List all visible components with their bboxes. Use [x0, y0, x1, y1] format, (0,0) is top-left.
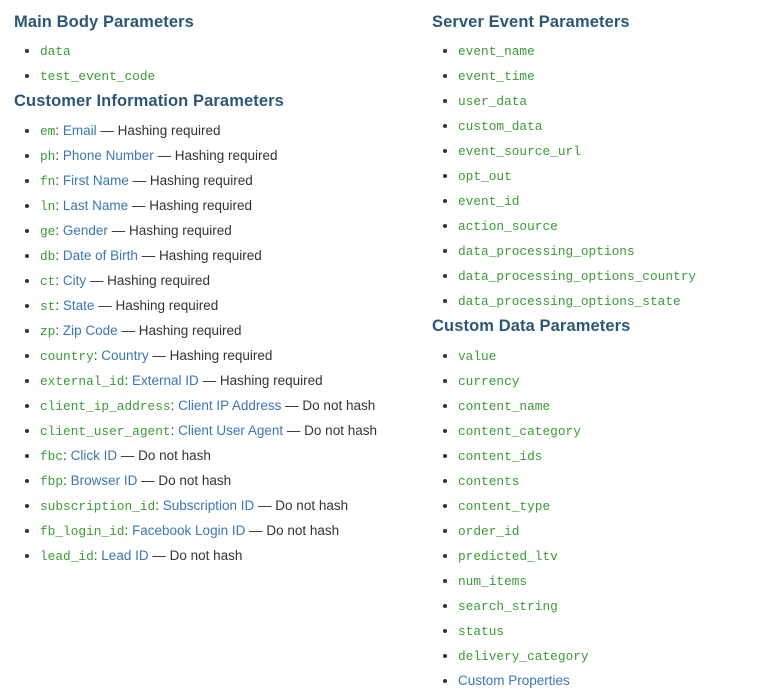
param-separator: :	[55, 297, 60, 313]
param-link[interactable]: Subscription ID	[162, 497, 255, 513]
param-code: content_name	[458, 398, 551, 414]
list-item	[14, 271, 406, 292]
param-link[interactable]: Browser ID	[70, 472, 138, 488]
param-note: — Do not hash	[141, 472, 232, 488]
param-code: fbc	[40, 448, 64, 464]
main-body-parameter-list	[14, 41, 406, 87]
customer-information-parameter-list	[14, 121, 406, 567]
param-code: subscription_id	[40, 498, 156, 514]
list-item	[14, 546, 406, 567]
param-note: — Do not hash	[249, 522, 340, 538]
list-item	[432, 191, 756, 212]
param-link[interactable]: Zip Code	[62, 322, 118, 338]
list-item	[14, 196, 406, 217]
param-code: event_id	[458, 194, 520, 210]
param-separator: :	[55, 197, 60, 213]
param-separator: :	[93, 347, 98, 363]
list-item	[432, 671, 756, 691]
param-code: external_id	[40, 373, 125, 389]
param-link[interactable]: City	[62, 272, 87, 288]
list-item	[432, 421, 756, 442]
section-title-main-body: Main Body Parameters	[14, 13, 194, 31]
param-code: search_string	[458, 598, 558, 614]
param-code: user_data	[458, 94, 528, 110]
param-separator: :	[55, 247, 60, 263]
param-note: — Hashing required	[152, 347, 273, 363]
list-item	[432, 41, 756, 62]
list-item	[432, 546, 756, 567]
param-code: content_type	[458, 498, 551, 514]
param-code: st	[40, 298, 56, 314]
param-code: client_user_agent	[40, 423, 171, 439]
list-item	[432, 471, 756, 492]
param-code: order_id	[458, 523, 520, 539]
param-code: custom_data	[458, 119, 543, 135]
list-item	[14, 471, 406, 492]
list-item	[14, 171, 406, 192]
list-item	[432, 66, 756, 87]
list-item	[14, 371, 406, 392]
param-note: — Hashing required	[111, 222, 232, 238]
param-code: ge	[40, 223, 56, 239]
list-item	[432, 291, 756, 312]
param-note: — Hashing required	[157, 147, 278, 163]
param-note: — Hashing required	[141, 247, 262, 263]
list-item	[432, 396, 756, 417]
list-item	[432, 346, 756, 367]
param-code: action_source	[458, 219, 558, 235]
list-item	[14, 396, 406, 417]
list-item	[14, 41, 406, 62]
param-code: opt_out	[458, 169, 512, 185]
param-code: zp	[40, 323, 56, 339]
list-item	[14, 296, 406, 317]
list-item	[432, 216, 756, 237]
right-column	[416, 0, 762, 695]
param-separator: :	[55, 322, 60, 338]
param-separator: :	[170, 422, 175, 438]
param-note: — Do not hash	[286, 422, 377, 438]
param-link[interactable]: State	[62, 297, 95, 313]
param-code: client_ip_address	[40, 398, 171, 414]
param-code: num_items	[458, 573, 528, 589]
list-item	[14, 496, 406, 517]
param-link[interactable]: Last Name	[62, 197, 129, 213]
list-item	[432, 241, 756, 262]
param-note: — Hashing required	[132, 172, 253, 188]
param-separator: :	[155, 497, 159, 513]
param-code: data_processing_options	[458, 244, 635, 260]
param-note: — Do not hash	[120, 447, 211, 463]
param-code: data_processing_options_state	[458, 294, 681, 310]
list-item	[14, 66, 406, 87]
list-item	[432, 596, 756, 617]
param-separator: :	[170, 397, 175, 413]
list-item	[14, 521, 406, 542]
param-link[interactable]: Click ID	[70, 447, 118, 463]
list-item	[432, 621, 756, 642]
list-item	[432, 91, 756, 112]
list-item	[432, 571, 756, 592]
param-link[interactable]: Client User Agent	[178, 422, 284, 438]
param-code: content_category	[458, 423, 581, 439]
param-code: delivery_category	[458, 648, 589, 664]
param-separator: :	[55, 147, 60, 163]
param-link[interactable]: Email	[62, 122, 97, 138]
list-item	[14, 121, 406, 142]
list-item	[432, 646, 756, 667]
param-code: status	[458, 623, 505, 639]
list-item	[432, 496, 756, 517]
param-link[interactable]: Phone Number	[62, 147, 154, 163]
param-note: — Hashing required	[121, 322, 242, 338]
param-note: — Hashing required	[89, 272, 210, 288]
param-note: — Do not hash	[152, 547, 243, 563]
param-separator: :	[55, 222, 60, 238]
section-title-server-event: Server Event Parameters	[432, 13, 630, 31]
param-link[interactable]: Facebook Login ID	[132, 522, 246, 538]
param-separator: :	[55, 122, 60, 138]
param-note: — Do not hash	[285, 397, 376, 413]
param-code: fn	[40, 173, 56, 189]
list-item	[14, 346, 406, 367]
list-item	[432, 371, 756, 392]
param-code: test_event_code	[40, 69, 156, 85]
param-link[interactable]: First Name	[62, 172, 129, 188]
list-item	[14, 246, 406, 267]
list-item	[432, 446, 756, 467]
section-title-custom-data: Custom Data Parameters	[432, 317, 631, 336]
list-item	[14, 321, 406, 342]
param-code: db	[40, 248, 56, 264]
param-code: event_time	[458, 69, 535, 85]
param-code: ct	[40, 273, 56, 289]
param-code: fb_login_id	[40, 523, 125, 539]
param-code: currency	[458, 373, 520, 389]
left-column	[0, 0, 416, 571]
param-separator: :	[55, 172, 60, 188]
param-code: data	[40, 44, 71, 60]
param-code: em	[40, 123, 56, 139]
list-item	[14, 146, 406, 167]
param-separator: :	[124, 522, 129, 538]
param-code: contents	[458, 473, 520, 489]
server-event-parameter-list	[432, 41, 756, 312]
param-note: — Hashing required	[131, 197, 253, 213]
list-item	[14, 221, 406, 242]
param-code: fbp	[40, 473, 64, 489]
param-separator: :	[124, 372, 129, 388]
list-item	[432, 521, 756, 542]
param-note: — Hashing required	[202, 372, 323, 388]
param-code: value	[458, 348, 497, 364]
param-note: — Do not hash	[258, 497, 349, 513]
list-item	[432, 141, 756, 162]
param-code: country	[40, 348, 94, 364]
list-item	[432, 116, 756, 137]
param-code: lead_id	[40, 548, 94, 564]
param-separator: :	[93, 547, 98, 563]
param-separator: :	[55, 272, 60, 288]
list-item	[14, 446, 406, 467]
custom-properties-link[interactable]: Custom Properties	[458, 672, 570, 688]
param-separator: :	[63, 472, 67, 488]
section-title-customer-information: Customer Information Parameters	[14, 92, 284, 111]
param-link[interactable]: Gender	[62, 222, 108, 238]
custom-data-parameter-list	[432, 346, 756, 691]
param-note: — Hashing required	[100, 122, 221, 138]
param-link[interactable]: Lead ID	[101, 547, 149, 563]
param-code: predicted_ltv	[458, 548, 558, 564]
list-item	[14, 421, 406, 442]
param-code: event_name	[458, 44, 535, 60]
param-link[interactable]: Client IP Address	[178, 397, 282, 413]
param-link[interactable]: Date of Birth	[62, 247, 138, 263]
param-code: event_source_url	[458, 144, 581, 160]
param-note: — Hashing required	[98, 297, 219, 313]
list-item	[432, 166, 756, 187]
param-code: ph	[40, 148, 56, 164]
list-item	[432, 266, 756, 287]
param-separator: :	[63, 447, 67, 463]
param-code: data_processing_options_country	[458, 269, 697, 285]
param-code: content_ids	[458, 448, 543, 464]
param-code: ln	[40, 198, 56, 214]
param-link[interactable]: External ID	[132, 372, 199, 388]
param-link[interactable]: Country	[101, 347, 149, 363]
